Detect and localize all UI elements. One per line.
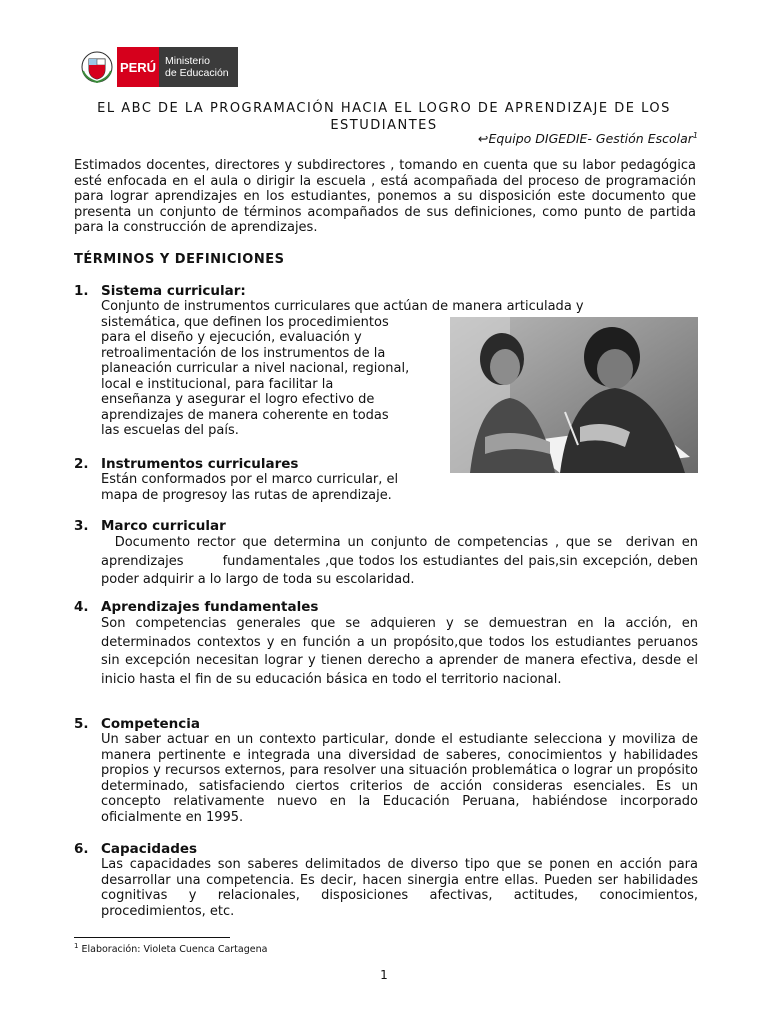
term-body [101, 472, 698, 503]
term-line: las escuelas del país. [101, 423, 239, 438]
term-line: retroalimentación de los instrumentos de la [101, 345, 386, 361]
footnote-text: Elaboración: Violeta Cuenca Cartagena [78, 944, 268, 956]
logo-ministry-line2: de Educación [165, 67, 229, 79]
intro-paragraph: Estimados docentes, directores y subdirectores , tomando en cuenta que su labor pedagógica esté enfocada en el aula o dirigir la escuela , está acompañada del proceso de programación para lograr aprendizajes en los estudiantes, ponemos a su disposición este documento que presenta un conjunto de términos acompañados de sus definiciones, como punto de partida para la construcción de aprendizajes. [74, 158, 696, 235]
term-number: 2. [74, 456, 89, 472]
term-number: 1. [74, 283, 89, 299]
term-competencia [74, 716, 698, 825]
term-body: Un saber actuar en un contexto particular, donde el estudiante selecciona y moviliza de manera pertinente e integrada una diversidad de saberes, conocimientos y habilidades propios y recursos externos, para resolver una situación problemática o lograr un propósito determinado, satisfaciendo ciertos criterios de acción consideras esenciales. Es un concepto relativamente nuevo en la Educación Peruana, habiéndose incorporado oficialmente en 1995. [101, 732, 698, 825]
document-title: EL ABC DE LA PROGRAMACIÓN HACIA EL LOGRO DE APRENDIZAJE DE LOS ESTUDIANTES [97, 101, 671, 133]
term-capacidades [74, 841, 698, 919]
footnote-divider [74, 937, 230, 938]
footnote-ref[interactable]: 1 [692, 131, 698, 140]
author-name: Equipo DIGEDIE- Gestión Escolar [488, 131, 693, 147]
term-body: Son competencias generales que se adquieren y se demuestran en la acción, en determinados contextos y en función a un propósito,que todos los estudiantes peruanos sin excepción necesitan lograr y tienen derecho a aprender de manera efectiva, desde el inicio hasta el fin de su educación básica en todo el territorio nacional. [101, 616, 698, 687]
section-title: TÉRMINOS Y DEFINICIONES [74, 252, 285, 267]
term-line: Están conformados por el marco curricular, el [101, 472, 399, 487]
logo-ministry [159, 47, 238, 87]
students-photo [450, 317, 698, 473]
term-aprendizajes-fundamentales [74, 599, 698, 689]
term-number: 6. [74, 841, 89, 857]
term-title: Instrumentos curriculares [101, 456, 299, 472]
term-line: para el diseño y ejecución, evaluación y [101, 330, 362, 345]
author-line [380, 131, 698, 146]
term-number: 4. [74, 599, 89, 615]
term-line: sistemática, que definen los procedimientos [101, 314, 389, 330]
footnote [74, 942, 267, 955]
logo-country: PERÚ [117, 47, 159, 87]
author-prefix-icon: ↩ [478, 131, 489, 147]
term-marco-curricular [74, 518, 707, 590]
term-number: 3. [74, 518, 89, 534]
footnote-number: 1 [74, 942, 79, 950]
logo-ministry-line1: Ministerio [165, 55, 210, 67]
term-body: Documento rector que determina un conjunto de competencias , que se derivan en aprendizajes fundamentales ,que todos los estudiantes del pais,sin excepción, deben poder adquirir a lo largo de toda su escolaridad. [101, 535, 707, 587]
term-instrumentos-curriculares [74, 456, 698, 503]
term-number: 5. [74, 716, 89, 732]
term-title: Competencia [101, 716, 201, 732]
peru-shield-icon [77, 47, 117, 87]
term-body: Las capacidades son saberes delimitados de diverso tipo que se ponen en acción para desarrollar una competencia. Es decir, hacen sinergia entre ellas. Pueden ser habilidades cognitivas y relacionales, disposiciones afectivas, actitudes, conocimientos, procedimientos, etc. [101, 857, 698, 919]
term-title: Marco curricular [101, 518, 226, 534]
term-line: aprendizajes de manera coherente en todas [101, 407, 389, 423]
term-line: enseñanza y asegurar el logro efectivo de [101, 392, 375, 407]
term-line: planeación curricular a nivel nacional, regional, [101, 361, 410, 376]
term-line: local e institucional, para facilitar la [101, 376, 334, 392]
term-title: Capacidades [101, 841, 198, 857]
term-line: Conjunto de instrumentos curriculares que actúan de manera articulada y [101, 299, 584, 314]
term-title: Aprendizajes fundamentales [101, 599, 319, 615]
page-number: 1 [380, 968, 388, 982]
term-line: mapa de progresoy las rutas de aprendizaje. [101, 487, 392, 503]
term-title: Sistema curricular: [101, 283, 246, 299]
ministry-logo [77, 47, 238, 87]
